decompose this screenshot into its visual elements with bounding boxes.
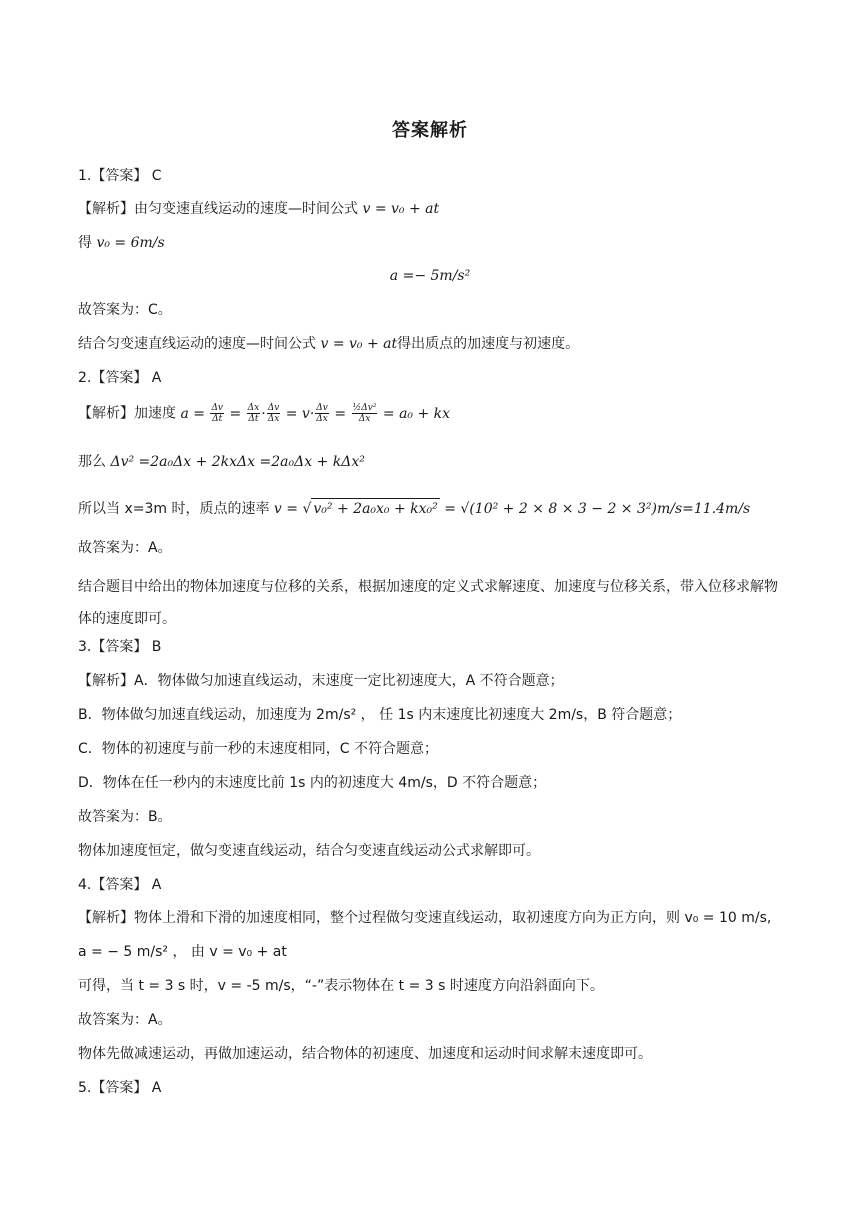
q2-analysis-text: 【解析】加速度 [78, 405, 181, 422]
q4-analysis-cont: a = − 5 m/s² ， 由 v = v₀ + at [78, 944, 287, 960]
q1-formula: v = v₀ + at [362, 201, 440, 217]
q2-conclusion: 故答案为：A。 [78, 540, 172, 556]
q1-analysis [78, 199, 439, 219]
q3-option-d: D．物体在任一秒内的末速度比前 1s 内的初速度大 4m/s，D 不符合题意； [78, 775, 547, 791]
q4-analysis: 【解析】物体上滑和下滑的加速度相同，整个过程做匀变速直线运动，取初速度方向为正方向，则 v₀ = 10 m/s, [78, 910, 772, 926]
q2-analysis [78, 403, 450, 424]
q1-conclusion: 故答案为：C。 [78, 302, 172, 318]
q1-a-value: a =− 5m/s² [389, 268, 471, 284]
q2-acceleration-formula: a = $\frac{\Delta v}{\Delta t}$ = $\frac{\Delta x}{\Delta t}$ · $\frac{\Delta v}{\Delta x}$ = v· $\frac{\Delta v}{\Delta x}$ = $\frac{\text{½Δv²}}{\Delta x}$ = a₀ + kx [180, 403, 451, 424]
q2-then-formula: Δv² =2a₀Δx + 2kxΔx =2a₀Δx + kΔx² [110, 454, 365, 470]
q2-then-text: 那么 [78, 454, 111, 470]
q1-get-line [78, 233, 165, 253]
q2-speed-formula: v = √ v₀² + 2a₀x₀ + kx₀² = √(10² + 2 × 8 × 3 − 2 × 3²)m/s=11.4m/s [274, 501, 750, 517]
q4-answer: 4.【答案】 A [78, 877, 162, 893]
q2-then-line [78, 452, 365, 472]
q3-answer: 3.【答案】 B [78, 639, 162, 655]
q3-option-b: B．物体做匀加速直线运动，加速度为 2m/s² ， 任 1s 内末速度比初速度大 2m/s，B 符合题意； [78, 707, 682, 723]
q2-answer: 2.【答案】 A [78, 370, 162, 386]
q1-summary-prefix: 结合匀变速直线运动的速度—时间公式 [78, 336, 321, 352]
q1-summary [78, 334, 579, 354]
q2-acceleration-tail: = a₀ + kx [382, 405, 451, 422]
page-title: 答案解析 [392, 120, 468, 141]
q2-speed-line [78, 498, 750, 519]
q4-conclusion: 故答案为：A。 [78, 1012, 172, 1028]
q3-conclusion: 故答案为：B。 [78, 809, 172, 825]
q3-option-a: 【解析】A．物体做匀加速直线运动，末速度一定比初速度大，A 不符合题意； [78, 673, 564, 689]
q1-answer: 1.【答案】 C [78, 168, 162, 184]
q2-summary: 结合题目中给出的物体加速度与位移的关系，根据加速度的定义式求解速度、加速度与位移关系，带入位移求解物体的速度即可。 [78, 579, 778, 627]
q1-summary-formula: v = v₀ + at [320, 336, 398, 352]
q1-summary-suffix: 得出质点的加速度与初速度。 [397, 336, 580, 352]
q3-summary: 物体加速度恒定，做匀变速直线运动，结合匀变速直线运动公式求解即可。 [78, 843, 540, 859]
q4-summary: 物体先做减速运动，再做加速运动，结合物体的初速度、加速度和运动时间求解末速度即可。 [78, 1046, 652, 1062]
q4-result: 可得，当 t = 3 s 时，v = -5 m/s，“-”表示物体在 t = 3 s 时速度方向沿斜面向下。 [78, 978, 604, 994]
q5-answer: 5.【答案】 A [78, 1080, 162, 1096]
q2-speed-result: = √(10² + 2 × 8 × 3 − 2 × 3²)m/s=11.4m/s [444, 501, 751, 517]
q1-get-text: 得 [78, 235, 97, 251]
q2-speed-text: 所以当 x=3m 时，质点的速率 [78, 501, 274, 517]
q1-analysis-text: 【解析】由匀变速直线运动的速度—时间公式 [78, 201, 363, 217]
q1-v0-value: v₀ = 6m/s [96, 235, 165, 251]
q3-option-c: C．物体的初速度与前一秒的末速度相同，C 不符合题意； [78, 741, 438, 757]
